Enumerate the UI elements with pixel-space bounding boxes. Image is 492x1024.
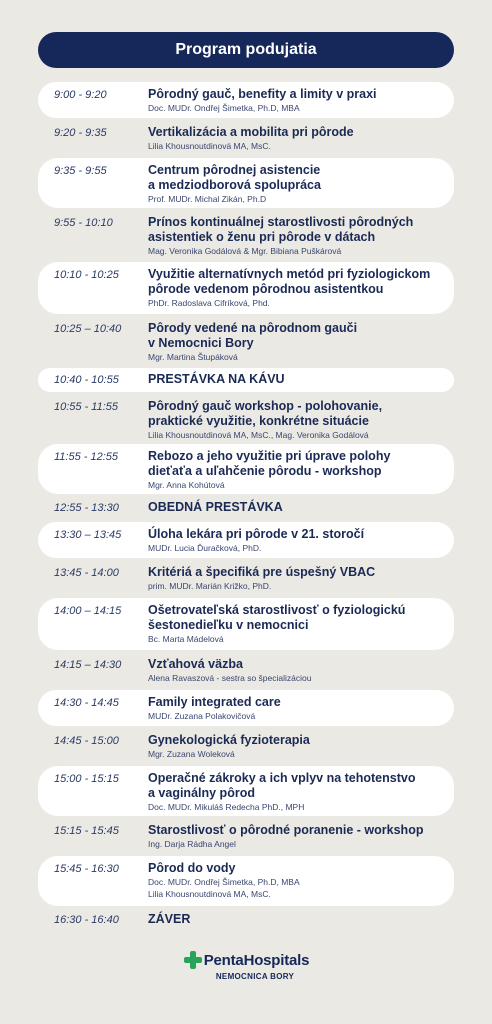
session-content [148,861,442,900]
session-title: Gynekologická fyzioterapia [148,733,310,747]
session-speaker: Ing. Darja Rádha Angel [148,839,236,849]
schedule-row [38,728,454,764]
schedule-row [38,908,454,928]
session-speaker: Lilia Khousnoutdinová MA, MsC. [148,141,271,151]
schedule-row [38,316,454,366]
session-speaker: Lilia Khousnoutdinová MA, MsC. [148,889,271,899]
session-title: Prínos kontinuálnej starostlivosti pôrodných asistentiek o ženu pri pôrode v dátach [148,215,414,244]
session-speaker: Alena Ravaszová - sestra so špecializáciou [148,673,312,683]
session-title: Rebozo a jeho využitie pri úprave polohy dieťaťa a uľahčenie pôrodu - workshop [148,449,391,478]
session-title: Starostlivosť o pôrodné poranenie - workshop [148,823,424,837]
session-time: 10:25 – 10:40 [54,323,122,335]
session-content [148,657,442,684]
page-title: Program podujatia [175,41,317,58]
session-title: Operačné zákroky a ich vplyv na tehotenstvo a vaginálny pôrod [148,771,416,800]
session-title: Centrum pôrodnej asistencie a medziodborová spolupráca [148,163,321,192]
session-speaker: MUDr. Lucia Ďuračková, PhD. [148,543,262,553]
schedule-row [38,818,454,854]
session-speaker: Doc. MUDr. Mikuláš Redecha PhD., MPH [148,802,305,812]
session-content [148,565,442,592]
session-content [148,215,442,257]
session-time: 9:55 - 10:10 [54,217,113,229]
session-content [148,603,442,645]
session-speaker: Mgr. Martina Štupáková [148,352,238,362]
schedule-row [38,394,454,442]
session-time: 15:00 - 15:15 [54,773,119,785]
session-content [148,733,442,760]
session-speaker: MUDr. Zuzana Polakovičová [148,711,256,721]
session-title: Kritériá a špecifiká pre úspešný VBAC [148,565,376,579]
session-title: Využitie alternatívnych metód pri fyziologickom pôrode vedenom pôrodnou asistentkou [148,267,431,296]
session-speaker: Prof. MUDr. Michal Zikán, Ph.D [148,194,267,204]
schedule-row [38,652,454,688]
session-speaker: Doc. MUDr. Ondřej Šimetka, Ph.D, MBA [148,877,300,887]
schedule-row [38,766,454,816]
session-time: 11:55 - 12:55 [54,451,119,463]
session-title: Ošetrovateľská starostlivosť o fyziologickú šestonedieľku v nemocnici [148,603,406,632]
session-content [148,449,442,491]
session-content [148,399,442,441]
session-content [148,500,442,515]
session-speaker: Mgr. Zuzana Woleková [148,749,235,759]
schedule-row [38,262,454,314]
session-time: 9:35 - 9:55 [54,165,107,177]
session-time: 12:55 - 13:30 [54,502,119,514]
session-time: 13:30 – 13:45 [54,529,122,541]
session-speaker: PhDr. Radoslava Cifríková, Phd. [148,298,270,308]
schedule-row [38,82,454,118]
footer-logo [0,950,492,981]
session-content [148,125,442,152]
schedule-row [38,158,454,208]
logo-text: PentaHospitals [203,951,310,969]
schedule-row [38,368,454,392]
session-time: 10:55 - 11:55 [54,401,119,413]
session-time: 14:45 - 15:00 [54,735,119,747]
schedule-row [38,444,454,494]
schedule-row [38,210,454,260]
schedule-row [38,598,454,650]
program-header [38,32,454,68]
session-title: OBEDNÁ PRESTÁVKA [148,500,283,514]
session-time: 9:20 - 9:35 [54,127,107,139]
session-time: 15:45 - 16:30 [54,863,119,875]
logo [183,950,310,970]
session-title: PRESTÁVKA NA KÁVU [148,372,285,386]
session-content [148,823,442,850]
session-title: Úloha lekára pri pôrode v 21. storočí [148,527,365,541]
session-time: 14:30 - 14:45 [54,697,119,709]
session-time: 15:15 - 15:45 [54,825,119,837]
session-speaker: Doc. MUDr. Ondřej Šimetka, Ph.D, MBA [148,103,300,113]
schedule-row [38,496,454,520]
session-time: 14:00 – 14:15 [54,605,122,617]
session-content [148,267,442,309]
session-title: Family integrated care [148,695,281,709]
session-content [148,163,442,205]
session-speaker: Lilia Khousnoutdinová MA, MsC., Mag. Veronika Godálová [148,430,369,440]
session-speaker: Mgr. Anna Kohútová [148,480,225,490]
session-speaker: Mag. Veronika Godálová & Mgr. Bibiana Puškárová [148,246,342,256]
logo-subtitle: NEMOCNICA BORY [215,972,295,981]
schedule-row [38,856,454,906]
session-title: Pôrody vedené na pôrodnom gauči v Nemocnici Bory [148,321,358,350]
session-title: Pôrodný gauč workshop - polohovanie, praktické využitie, konkrétne situácie [148,399,383,428]
session-time: 14:15 – 14:30 [54,659,122,671]
schedule-row [38,690,454,726]
session-content [148,695,442,722]
session-content [148,321,442,363]
session-title: Vertikalizácia a mobilita pri pôrode [148,125,354,139]
session-time: 10:10 - 10:25 [54,269,119,281]
session-time: 16:30 - 16:40 [54,914,119,926]
session-content [148,87,442,114]
session-content [148,527,442,554]
session-speaker: prim. MUDr. Marián Križko, PhD. [148,581,272,591]
session-title: ZÁVER [148,912,191,926]
schedule-list [38,82,454,928]
session-title: Vzťahová väzba [148,657,243,671]
session-content [148,372,442,387]
session-title: Pôrodný gauč, benefity a limity v praxi [148,87,377,101]
session-title: Pôrod do vody [148,861,236,875]
session-speaker: Bc. Marta Mádelová [148,634,224,644]
session-content [148,912,442,927]
schedule-row [38,120,454,156]
schedule-row [38,560,454,596]
session-time: 13:45 - 14:00 [54,567,119,579]
schedule-row [38,522,454,558]
session-content [148,771,442,813]
session-time: 9:00 - 9:20 [54,89,107,101]
session-time: 10:40 - 10:55 [54,374,119,386]
green-cross-icon [183,950,203,970]
